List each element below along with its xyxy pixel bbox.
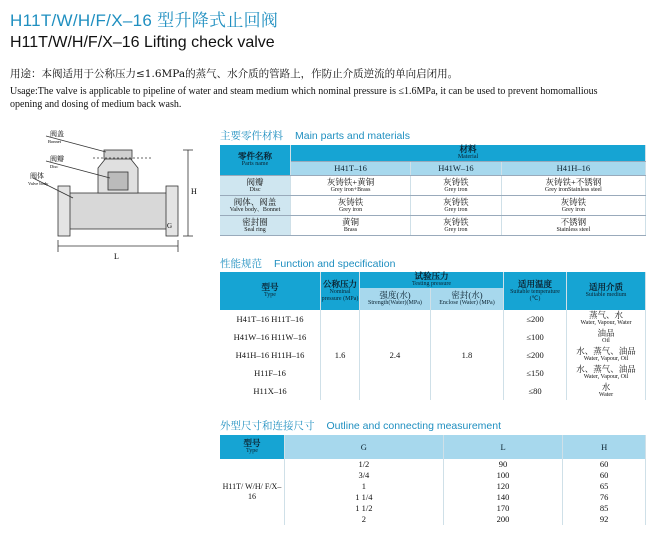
dimensions-table: 型号 Type G L H H11T/ W/H/ F/X–16 1/2 90 60 3/4 100 60 1 120 65 1 1/4 140 76 1 1/2 170 85 2 200 92 bbox=[220, 435, 646, 525]
table-row: H11F–16 ≤150 水、蒸气、油品 Water, Vapour, Oil bbox=[220, 364, 646, 382]
table-row: 1 120 65 bbox=[220, 481, 646, 492]
usage-cn: 用途：本阀适用于公称压力≤1.6MPa的蒸气、水介质的管路上，作防止介质逆流的单向启闭用。 bbox=[10, 68, 459, 80]
table-row: 1 1/4 140 76 bbox=[220, 492, 646, 503]
parts-name-header: 零件名称 Parts name bbox=[220, 145, 291, 176]
label-disc-en: Disc bbox=[50, 164, 59, 169]
dim-h-label: H bbox=[191, 187, 197, 196]
spec-section-title: 性能规范 Function and specification bbox=[220, 258, 396, 270]
label-bonnet-en: Bonnet bbox=[48, 139, 61, 144]
model-header-h41h: H41H–16 bbox=[501, 162, 645, 176]
table-row: 3/4 100 60 bbox=[220, 470, 646, 481]
table-row: 阀体、阀盖 Valve body、Bonnet 灰铸铁 Grey iron 灰铸铁 Grey iron 灰铸铁 Grey iron bbox=[220, 196, 646, 216]
table-row: H11X–16 ≤80 水 Water bbox=[220, 382, 646, 400]
parts-section-title: 主要零件材料 Main parts and materials bbox=[220, 130, 410, 142]
table-row: H11T/ W/H/ F/X–16 1/2 90 60 bbox=[220, 459, 646, 470]
dim-g-label: G bbox=[167, 222, 173, 230]
table-row: H41T–16 H11T–16 1.6 2.4 1.8 ≤200 蒸气、水 Water, Vapour, Water bbox=[220, 310, 646, 328]
table-row: 1 1/2 170 85 bbox=[220, 503, 646, 514]
model-header-h41w: H41W–16 bbox=[411, 162, 502, 176]
parts-table bbox=[220, 145, 646, 236]
label-bonnet-cn: 阀盖 bbox=[50, 130, 64, 138]
model-header-h41t: H41T–16 bbox=[291, 162, 411, 176]
title-en: H11T/W/H/F/X–16 Lifting check valve bbox=[10, 34, 275, 51]
spec-table: 型号 Type 公称压力 Nominal pressure (MPa) 试验压力 Testing pressure 适用温度 Suitable temperature (℃) 适用介质 Suitable medium 强度(水) Strength(Water)(MPa) 密封(水) Enclose (Water) (MPa) H41T–16 H11T–16 1.6 2.4 1.8 ≤200 蒸气、水 Water, Vapour, Water H41W–16 H11W–16 ≤100 油品 Oil H41H–16 H11H–16 ≤200 水、蒸气、油品 Water, Vapour, Oil H11F–16 ≤150 水、蒸气、油品 Water, Vapour, Oil H11X–16 ≤80 水 Water bbox=[220, 272, 646, 400]
dimensions-section-title: 外型尺寸和连接尺寸 Outline and connecting measurement bbox=[220, 420, 502, 432]
table-row: 阀瓣 Disc 灰铸铁+黄铜 Grey iron+Brass 灰铸铁 Grey iron 灰铸铁+不锈钢 Grey ironStainless steel bbox=[220, 176, 646, 196]
label-disc-cn: 阀瓣 bbox=[50, 155, 64, 163]
title-cn: H11T/W/H/F/X–16 型升降式止回阀 bbox=[10, 11, 279, 30]
dim-l-label: L bbox=[114, 252, 119, 261]
table-row: 密封圈 Seal ring 黄铜 Brass 灰铸铁 Grey iron 不锈钢 Stainless steel bbox=[220, 216, 646, 236]
table-row: H41H–16 H11H–16 ≤200 水、蒸气、油品 Water, Vapour, Oil bbox=[220, 346, 646, 364]
valve-diagram bbox=[28, 128, 198, 263]
usage-en: Usage:The valve is applicable to pipeline of water and steam medium which nominal pressure is ≤1.6MPa, it can be used to prevent homomallious opening and dosing of medium back wash. bbox=[10, 86, 598, 110]
label-body-en: Valve body bbox=[28, 181, 49, 186]
label-body-cn: 阀体 bbox=[30, 172, 44, 180]
table-row: 2 200 92 bbox=[220, 514, 646, 525]
table-row: H41W–16 H11W–16 ≤100 油品 Oil bbox=[220, 328, 646, 346]
material-header: 材料 Material bbox=[291, 145, 646, 162]
